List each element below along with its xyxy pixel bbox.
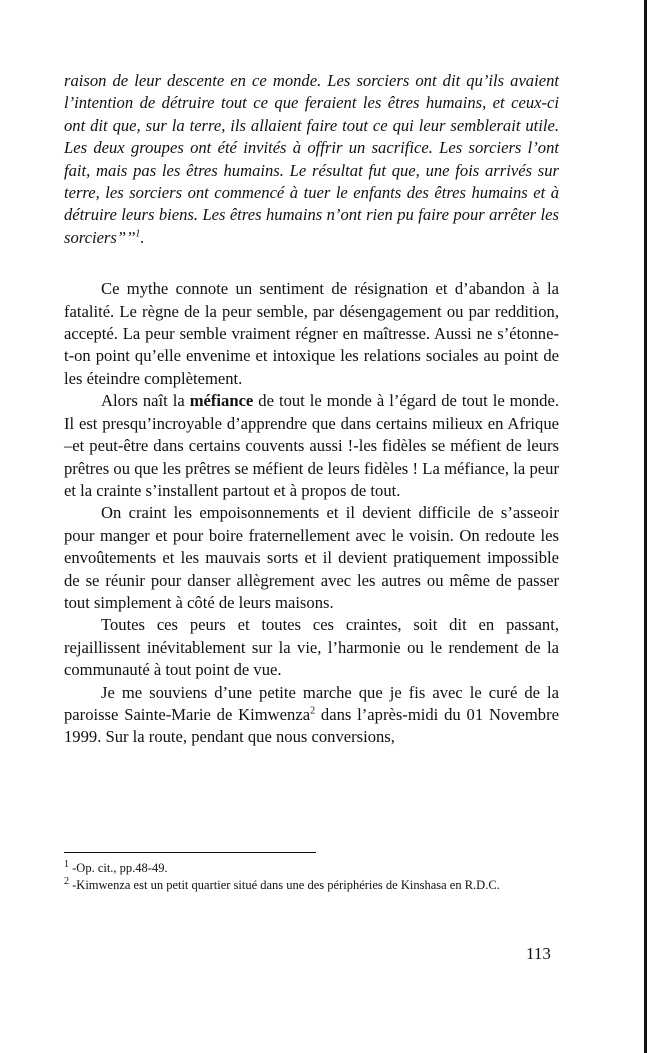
quote-end: . bbox=[140, 227, 145, 247]
quote-closing-marks: ’’ bbox=[126, 227, 136, 247]
page-number: 113 bbox=[526, 944, 551, 963]
page-edge-line bbox=[644, 0, 647, 1053]
footnote-1-text: -Op. cit., pp.48-49. bbox=[69, 861, 168, 875]
paragraph-1: Ce mythe connote un sentiment de résignation et d’abandon à la fatalité. Le règne de la peur semble, par désengagement ou par reddition, accepté. La peur semble vraiment régner en maîtresse. Aussi ne s’étonne-t-on point qu’elle envenime et intoxique les relations sociales au point de les éteindre complètement. bbox=[64, 279, 559, 388]
paragraph-2-start: Alors naît la bbox=[101, 391, 190, 411]
footnote-2-text: -Kimwenza est un petit quartier situé dans une des périphéries de Kinshasa en R.D.C. bbox=[69, 878, 500, 892]
quote-text: raison de leur descente en ce monde. Les sorciers ont dit qu’ils avaient l’intention de détruire tout ce que feraient les êtres humains, et ceux-ci ont dit que, sur la terre, ils allaient faire tout ce qui leur semblerait utile. Les deux groupes ont été invités à offrir un sacrifice. Les sorciers l’ont fait, mais pas les êtres humains. Le résultat fut que, une fois arrivés sur terre, les sorciers ont commencé à tuer le enfants des êtres humains et à détruire leurs biens. Les êtres humains n’ont rien pu faire pour arrêter les sorciers” bbox=[64, 71, 559, 247]
paragraph-2-rest: de tout le monde à l’égard de tout le monde. Il est presqu’incroyable d’apprendre que dans certains milieux en Afrique –et peut-être dans certains couvents aussi !-les fidèles se méfient de leurs prêtres ou que les prêtres se méfient de leurs fidèles ! La méfiance, la peur et la crainte s’installent partout et à propos de tout. bbox=[64, 391, 559, 500]
paragraph-5-rest: dans l’après-midi du 01 Novembre 1999. Sur la route, pendant que nous conversions, bbox=[64, 704, 560, 747]
footnote-ref-2: 2 bbox=[310, 705, 316, 717]
bold-term-mefiance: méfiance bbox=[189, 391, 254, 411]
footnote-1 bbox=[64, 860, 559, 877]
footnote-separator bbox=[64, 852, 316, 853]
footnotes bbox=[64, 860, 559, 894]
footnote-2-mark: 2 bbox=[64, 875, 69, 887]
footnote-2 bbox=[64, 877, 559, 894]
paragraph-2 bbox=[64, 390, 559, 502]
paragraph-3: On craint les empoisonnements et il devient difficile de s’asseoir pour manger et pour boire fraternellement avec le voisin. On redoute les envoûtements et les mauvais sorts et il devient pratiquement impossible de se réunir pour danser allègrement avec les autres ou même de passer tout simplement à côté de leurs maisons. bbox=[64, 503, 559, 612]
paragraph-4: Toutes ces peurs et toutes ces craintes, soit dit en passant, rejaillissent inévitablement sur la vie, l’harmonie ou le rendement de la communauté à tout point de vue. bbox=[64, 615, 559, 680]
main-text bbox=[64, 70, 559, 749]
paragraph-5-start: Je me souviens d’une petite marche que je fis avec le curé de la paroisse Sainte-Marie de Kimwenza bbox=[64, 682, 559, 724]
paragraph-5 bbox=[64, 682, 559, 749]
footnote-ref-1: 1 bbox=[135, 228, 141, 240]
footnote-1-mark: 1 bbox=[64, 858, 69, 870]
quoted-myth bbox=[64, 70, 559, 249]
